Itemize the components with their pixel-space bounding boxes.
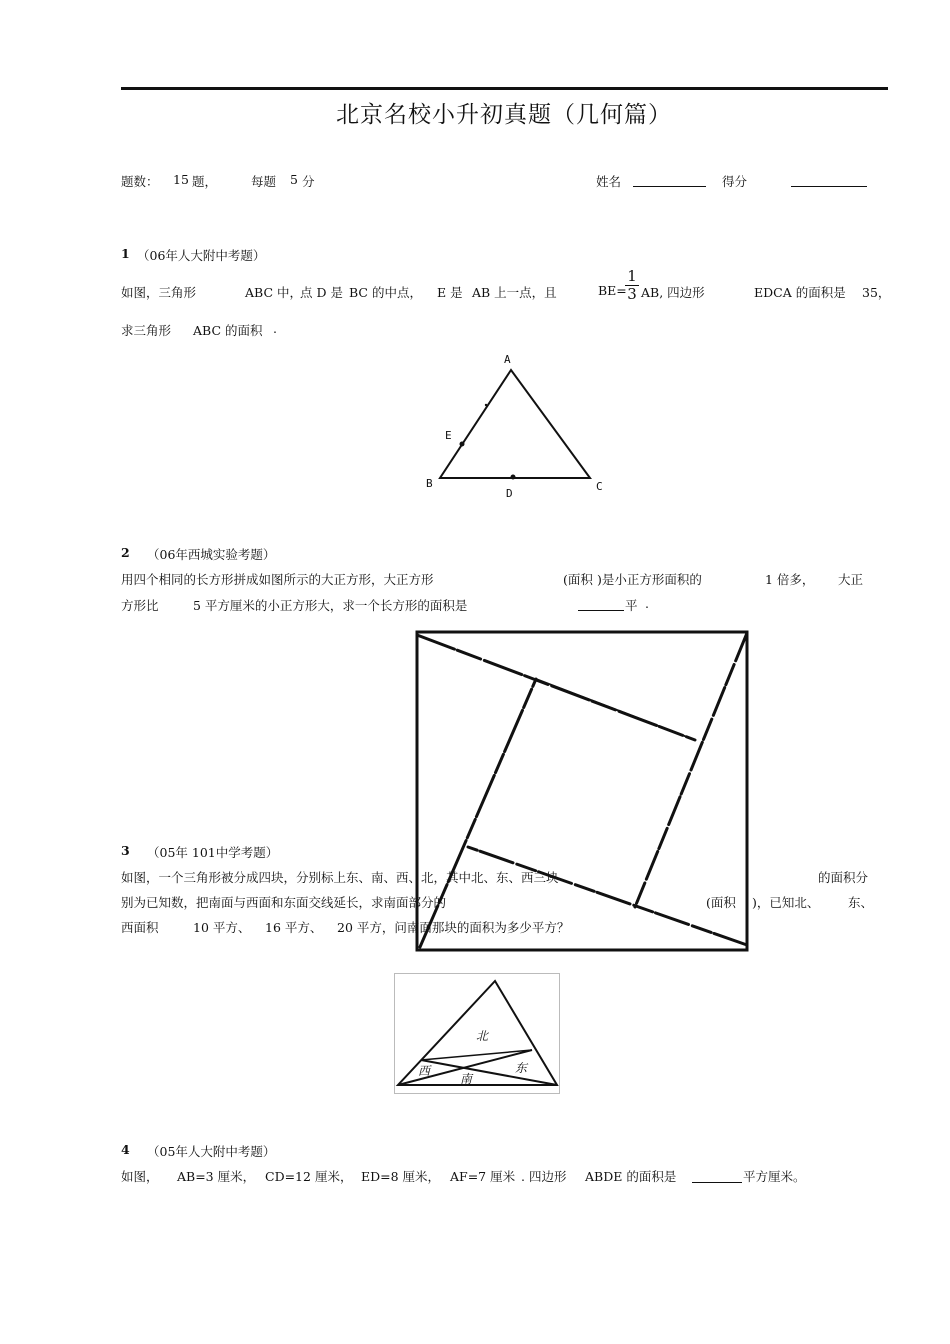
figure-1-triangle xyxy=(420,345,620,505)
q1-text: AB, 四边形 xyxy=(641,285,705,300)
q3-text: 如图，一个三角形被分成四块，分别标上东、南、西、北，其中北、东、西三块 xyxy=(121,870,559,885)
q3-text: 的面积分 xyxy=(818,870,869,885)
fraction-one-third xyxy=(625,268,639,303)
q2-text: (面积 xyxy=(563,572,593,587)
name-label: 姓名 xyxy=(596,174,622,189)
q3-text: 20 平方，问南面那块的面积为多少平方？ xyxy=(337,920,570,935)
label-north: 北 xyxy=(476,1029,489,1043)
q4-text: ABDE 的面积是 xyxy=(585,1169,677,1184)
point-e xyxy=(460,442,465,447)
question-number: 2 xyxy=(121,545,130,560)
label-b: B xyxy=(426,477,433,490)
rect-edge xyxy=(635,633,747,907)
page-title: 北京名校小升初真题（几何篇） xyxy=(336,102,672,128)
q4-text: AB=3 厘米， xyxy=(177,1169,256,1184)
q3-text: 别为已知数，把南面与西面和东面交线延长，求南面部分的 xyxy=(121,895,447,910)
label-c: C xyxy=(596,480,603,493)
q3-text: 16 平方、 xyxy=(265,920,323,935)
q1-text: ABC 的面积 xyxy=(193,323,263,338)
question-source: （05年人大附中考题） xyxy=(147,1144,276,1159)
label-south: 南 xyxy=(460,1072,473,1086)
info-label-2: 每题 xyxy=(251,174,277,189)
info-label-1-unit: 题， xyxy=(192,174,218,189)
q3-text: (面积 xyxy=(706,895,736,910)
q2-text: )是小正方形面积的 xyxy=(597,572,702,587)
label-d: D xyxy=(506,487,513,500)
question-number: 3 xyxy=(121,843,130,858)
q1-text: 35， xyxy=(862,285,891,300)
figure-2-square xyxy=(410,625,755,955)
q1-text: 求三角形 xyxy=(121,323,172,338)
triangle-abc xyxy=(440,370,590,478)
point-d xyxy=(511,475,516,480)
tick-mark xyxy=(485,404,487,406)
q2-text: . xyxy=(645,596,649,611)
q4-answer-blank[interactable] xyxy=(692,1182,742,1183)
q2-text: 用四个相同的长方形拼成如图所示的大正方形，大正方形 xyxy=(121,572,434,587)
q1-text: ABC 中， xyxy=(245,285,302,300)
question-source: （06年西城实验考题） xyxy=(147,547,276,562)
fraction-numerator: 1 xyxy=(625,268,639,286)
info-label-1: 题数： xyxy=(121,174,159,189)
info-score-value: 5 xyxy=(290,172,298,187)
q3-text: 西面积 xyxy=(121,920,159,935)
score-field[interactable] xyxy=(791,186,867,187)
question-source: （05年 101中学考题） xyxy=(147,845,279,860)
question-source: （06年人大附中考题） xyxy=(137,248,266,263)
name-field[interactable] xyxy=(633,186,706,187)
q1-text: . xyxy=(273,321,277,336)
q1-text: BE= xyxy=(598,283,627,298)
q2-answer-blank[interactable] xyxy=(578,610,624,611)
q4-text: AF=7 厘米 xyxy=(450,1169,516,1184)
fraction-denominator: 3 xyxy=(627,285,637,303)
q1-text: AB 上一点，且 xyxy=(472,285,557,300)
q4-text: 平方厘米。 xyxy=(743,1169,806,1184)
q2-text: 方形比 xyxy=(121,598,159,613)
q3-text: 10 平方、 xyxy=(193,920,251,935)
label-a: A xyxy=(504,353,511,366)
outer-square xyxy=(417,632,747,950)
q1-text: BC 的中点， xyxy=(349,285,422,300)
q2-text: 5 平方厘米的小正方形大，求一个长方形的面积是 xyxy=(193,598,468,613)
q4-text: CD=12 厘米， xyxy=(265,1169,353,1184)
q1-text: 如图，三角形 xyxy=(121,285,197,300)
q2-text: 平 xyxy=(625,598,638,613)
question-number: 4 xyxy=(121,1142,130,1157)
q1-text: 点 D 是 xyxy=(300,285,343,300)
q1-text: E 是 xyxy=(437,285,463,300)
q3-text: 东、 xyxy=(848,895,874,910)
q4-text: ED=8 厘米， xyxy=(361,1169,441,1184)
inner-square-edge xyxy=(536,679,695,740)
label-e: E xyxy=(445,429,452,442)
figure-3-triangle xyxy=(394,973,560,1094)
header-rule xyxy=(121,87,888,90)
q4-text: 如图， xyxy=(121,1169,159,1184)
label-east: 东 xyxy=(515,1061,528,1075)
info-q-count: 15 xyxy=(173,172,189,187)
q2-text: 大正 xyxy=(838,572,864,587)
q2-text: 1 倍多， xyxy=(765,572,815,587)
question-number: 1 xyxy=(121,246,130,261)
q1-text: EDCA 的面积是 xyxy=(754,285,846,300)
score-label: 得分 xyxy=(722,174,748,189)
label-west: 西 xyxy=(418,1064,431,1078)
info-label-2-unit: 分 xyxy=(302,174,315,189)
q3-text: )，已知北、 xyxy=(752,895,820,910)
q4-text: . 四边形 xyxy=(521,1169,567,1184)
